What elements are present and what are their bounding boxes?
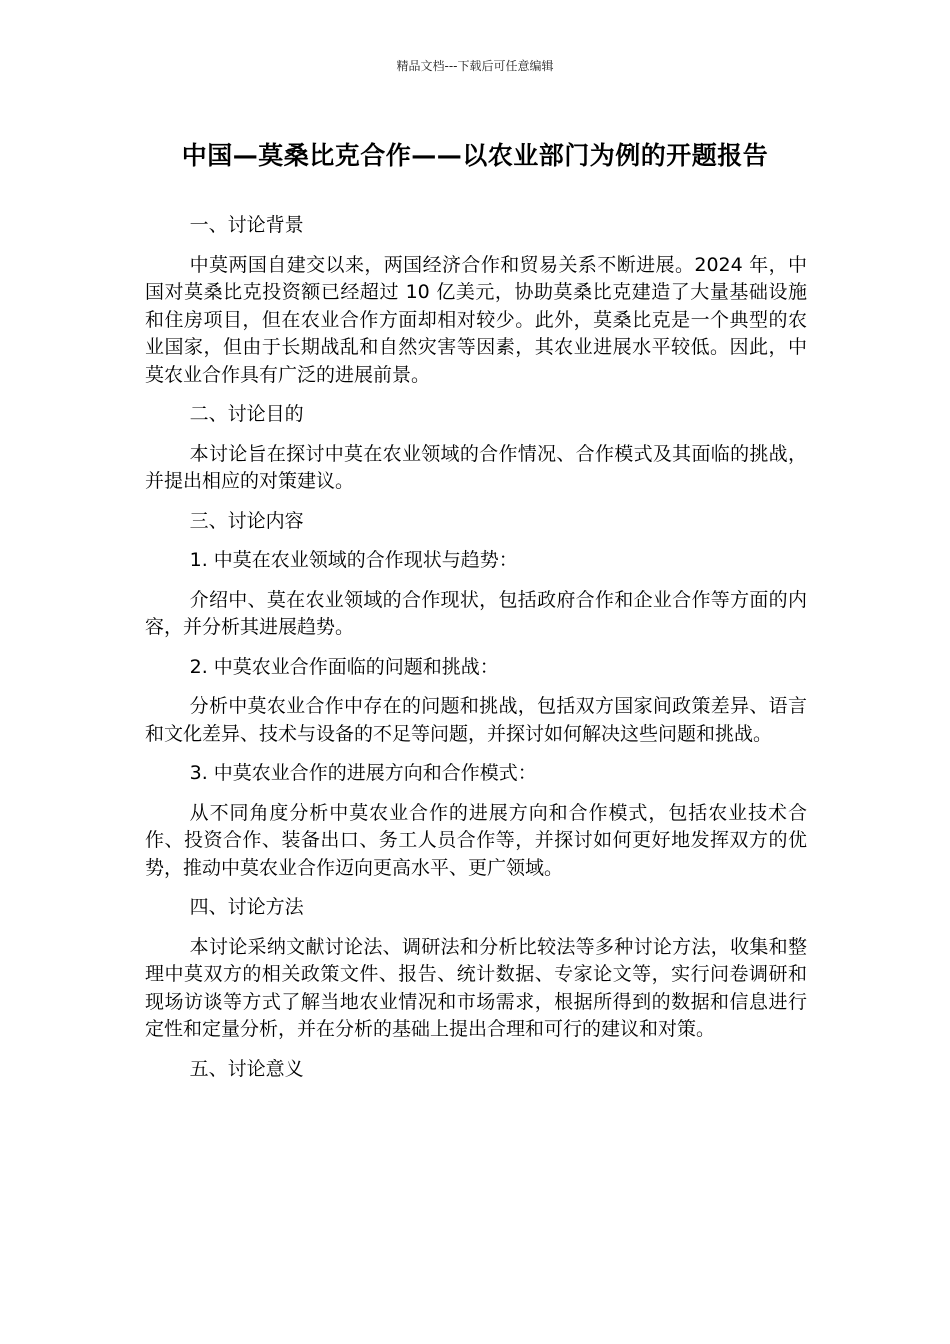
section-heading-background: 一、讨论背景	[189, 214, 304, 236]
content-item1-body: 介绍中、莫在农业领域的合作现状，包括政府合作和企业合作等方面的内容，并分析其进展趋势。	[145, 588, 807, 638]
document-title: 中国—莫桑比克合作——以农业部门为例的开题报告	[181, 141, 769, 170]
section-heading-significance: 五、讨论意义	[189, 1057, 304, 1080]
document-body	[145, 212, 807, 1095]
section-heading-purpose: 二、讨论目的	[189, 403, 304, 425]
section-body-method: 本讨论采纳文献讨论法、调研法和分析比较法等多种讨论方法，收集和整理中莫双方的相关政策文件、报告、统计数据、专家论文等，实行问卷调研和现场访谈等方式了解当地农业情况和市场需求，根据所得到的数据和信息进行定性和定量分析，并在分析的基础上提出合理和可行的建议和对策。	[145, 935, 807, 1040]
section-body-purpose: 本讨论旨在探讨中莫在农业领域的合作情况、合作模式及其面临的挑战，并提出相应的对策建议。	[145, 442, 807, 492]
section-body-background: 中莫两国自建交以来，两国经济合作和贸易关系不断进展。2024 年，中国对莫桑比克投资额已经超过 10 亿美元，协助莫桑比克建造了大量基础设施和住房项目，但在农业合作方面却相对较少。此外，莫桑比克是一个典型的农业国家，但由于长期战乱和自然灾害等因素，其农业进展水平较低。因此，中莫农业合作具有广泛的进展前景。	[145, 253, 807, 386]
content-item3-heading: 3. 中莫农业合作的进展方向和合作模式：	[189, 762, 537, 784]
content-item2-body: 分析中莫农业合作中存在的问题和挑战，包括双方国家间政策差异、语言和文化差异、技术与设备的不足等问题，并探讨如何解决这些问题和挑战。	[145, 695, 807, 745]
content-item1-heading: 1. 中莫在农业领域的合作现状与趋势：	[189, 549, 518, 571]
content-item2-heading: 2. 中莫农业合作面临的问题和挑战：	[189, 655, 499, 678]
section-heading-method: 四、讨论方法	[189, 896, 304, 918]
content-item3-body: 从不同角度分析中莫农业合作的进展方向和合作模式，包括农业技术合作、投资合作、装备出口、务工人员合作等，并探讨如何更好地发挥双方的优势，推动中莫农业合作迈向更高水平、更广领域。	[145, 801, 807, 879]
header-note: 精品文档---下载后可任意编辑	[396, 59, 554, 73]
section-heading-content: 三、讨论内容	[189, 509, 304, 532]
